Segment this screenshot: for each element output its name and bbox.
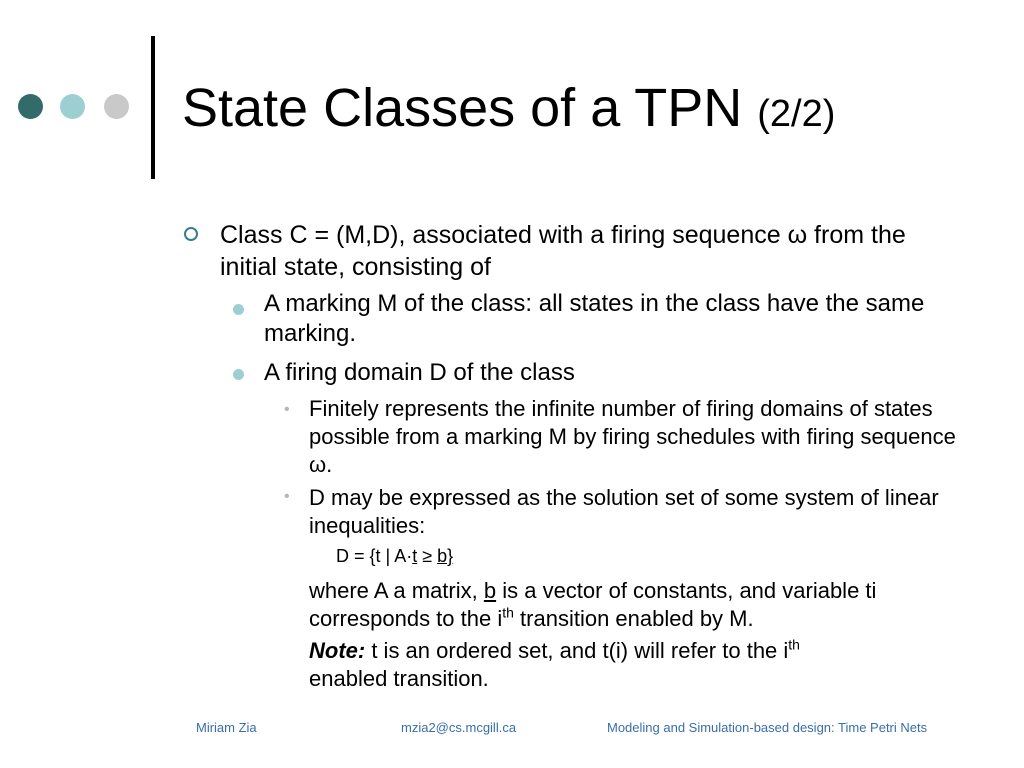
bullet-dot-icon <box>233 304 244 315</box>
bullet-level1-class-definition: Class C = (M,D), associated with a firing sequence ω from the initial state, consisting of <box>220 221 906 281</box>
footer-author: Miriam Zia <box>196 720 257 735</box>
bullet-level2-marking: A marking M of the class: all states in the class have the same marking. <box>264 290 925 347</box>
decorative-dot-mid <box>60 94 85 119</box>
where-vector-b: b <box>483 578 497 603</box>
note-text-b: enabled transition. <box>309 666 489 691</box>
where-text-d: transition enabled by M. <box>513 606 754 631</box>
slide-title <box>182 76 835 146</box>
bullet-ring-icon <box>184 227 198 241</box>
eq-vector-b: b} <box>437 546 454 566</box>
where-text-c: is a vector of constants, and variable ti corresponds to the i <box>309 578 877 631</box>
note-paragraph <box>309 637 989 693</box>
note-label: Note: <box>309 638 366 663</box>
slide-title-text: State Classes of a TPN <box>182 78 743 138</box>
bullet-level3-finitely: Finitely represents the infinite number of firing domains of states possible from a marking M by firing schedules with firing sequence ω. <box>309 396 956 477</box>
slide-title-suffix: (2/2) <box>757 93 836 135</box>
note-text-a: t is an ordered set, and t(i) will refer to the i <box>365 638 789 663</box>
bullet-level3-express: D may be expressed as the solution set of some system of linear inequalities: <box>309 485 939 538</box>
where-text-a: where A a matrix, <box>309 578 484 603</box>
eq-prefix: D = {t | A· <box>336 546 413 566</box>
footer-course: Modeling and Simulation-based design: Time Petri Nets <box>607 720 928 735</box>
bullet-level2-domain: A firing domain D of the class <box>264 359 575 386</box>
decorative-dot-dark <box>18 94 43 119</box>
bullet-dot-icon <box>233 369 244 380</box>
inequality-equation <box>336 545 453 567</box>
eq-vector-t: t <box>412 546 418 566</box>
footer-email: mzia2@cs.mcgill.ca <box>401 720 517 735</box>
title-divider <box>151 36 155 179</box>
where-superscript: th <box>502 604 514 621</box>
where-explanation <box>309 577 989 633</box>
bullet-small-dot-icon: • <box>284 401 290 418</box>
note-superscript: th <box>788 636 800 653</box>
bullet-small-dot-icon: • <box>284 488 290 505</box>
decorative-dot-light <box>104 94 129 119</box>
eq-mid: ≥ <box>417 546 438 566</box>
